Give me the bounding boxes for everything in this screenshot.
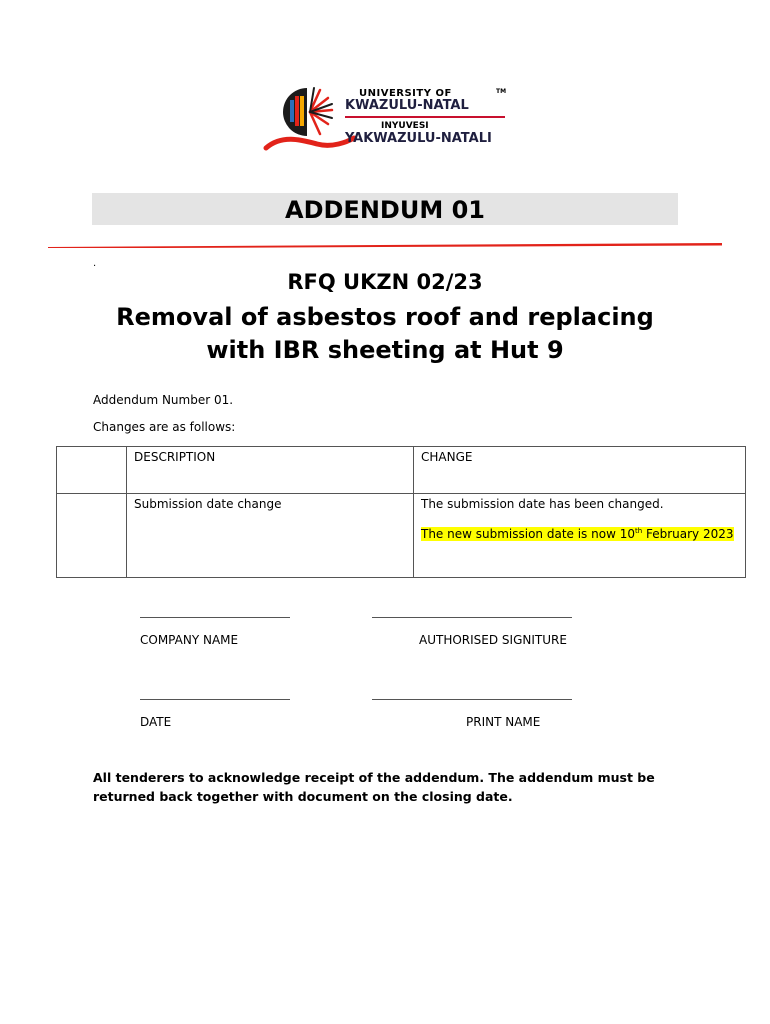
table-cell-change	[414, 494, 746, 578]
trademark-mark: TM	[496, 88, 507, 95]
logo-line-yakwazulu-natali: YAKWAZULU-NATALI	[345, 130, 492, 146]
addendum-banner: ADDENDUM 01	[92, 193, 678, 225]
signature-line	[372, 617, 572, 618]
date-label: DATE	[140, 715, 172, 729]
table-cell-num	[57, 494, 127, 578]
stray-dot: .	[93, 258, 97, 269]
addendum-number-text: Addendum Number 01.	[93, 393, 234, 407]
change-line-2	[421, 527, 738, 541]
table-header-description: DESCRIPTION	[127, 447, 414, 494]
change-line-2-sup: th	[634, 527, 643, 535]
print-name-label: PRINT NAME	[466, 715, 541, 729]
logo-line-university-of: UNIVERSITY OF	[359, 88, 452, 99]
table-cell-description: Submission date change	[127, 494, 414, 578]
acknowledgement-note: All tenderers to acknowledge receipt of the addendum. The addendum must be returned back together with document on the closing date.	[93, 770, 655, 804]
red-divider-line	[48, 242, 722, 248]
highlighted-new-date	[421, 527, 734, 541]
change-line-2-pre: The new submission date is now 10	[421, 527, 635, 541]
rfq-number: RFQ UKZN 02/23	[287, 270, 483, 294]
changes-table	[56, 446, 746, 578]
authorised-signature-label: AUTHORISED SIGNITURE	[419, 633, 567, 647]
logo-divider	[345, 116, 505, 118]
company-name-line	[140, 617, 290, 618]
document-title: Removal of asbestos roof and replacing with IBR sheeting at Hut 9	[116, 303, 654, 364]
table-row	[57, 494, 746, 578]
table-header-cell-num	[57, 447, 127, 494]
change-line-2-post: February 2023	[642, 527, 734, 541]
print-name-line	[372, 699, 572, 700]
date-line	[140, 699, 290, 700]
logo-line-inyuvesi: INYUVESI	[381, 120, 429, 131]
change-line-1: The submission date has been changed.	[421, 497, 664, 511]
table-header-row	[57, 447, 746, 494]
logo-line-kwazulu-natal: KWAZULU-NATAL	[345, 98, 469, 113]
company-name-label: COMPANY NAME	[140, 633, 239, 647]
table-header-change: CHANGE	[414, 447, 746, 494]
changes-intro-text: Changes are as follows:	[93, 420, 236, 434]
ukzn-logo-text	[345, 88, 515, 146]
